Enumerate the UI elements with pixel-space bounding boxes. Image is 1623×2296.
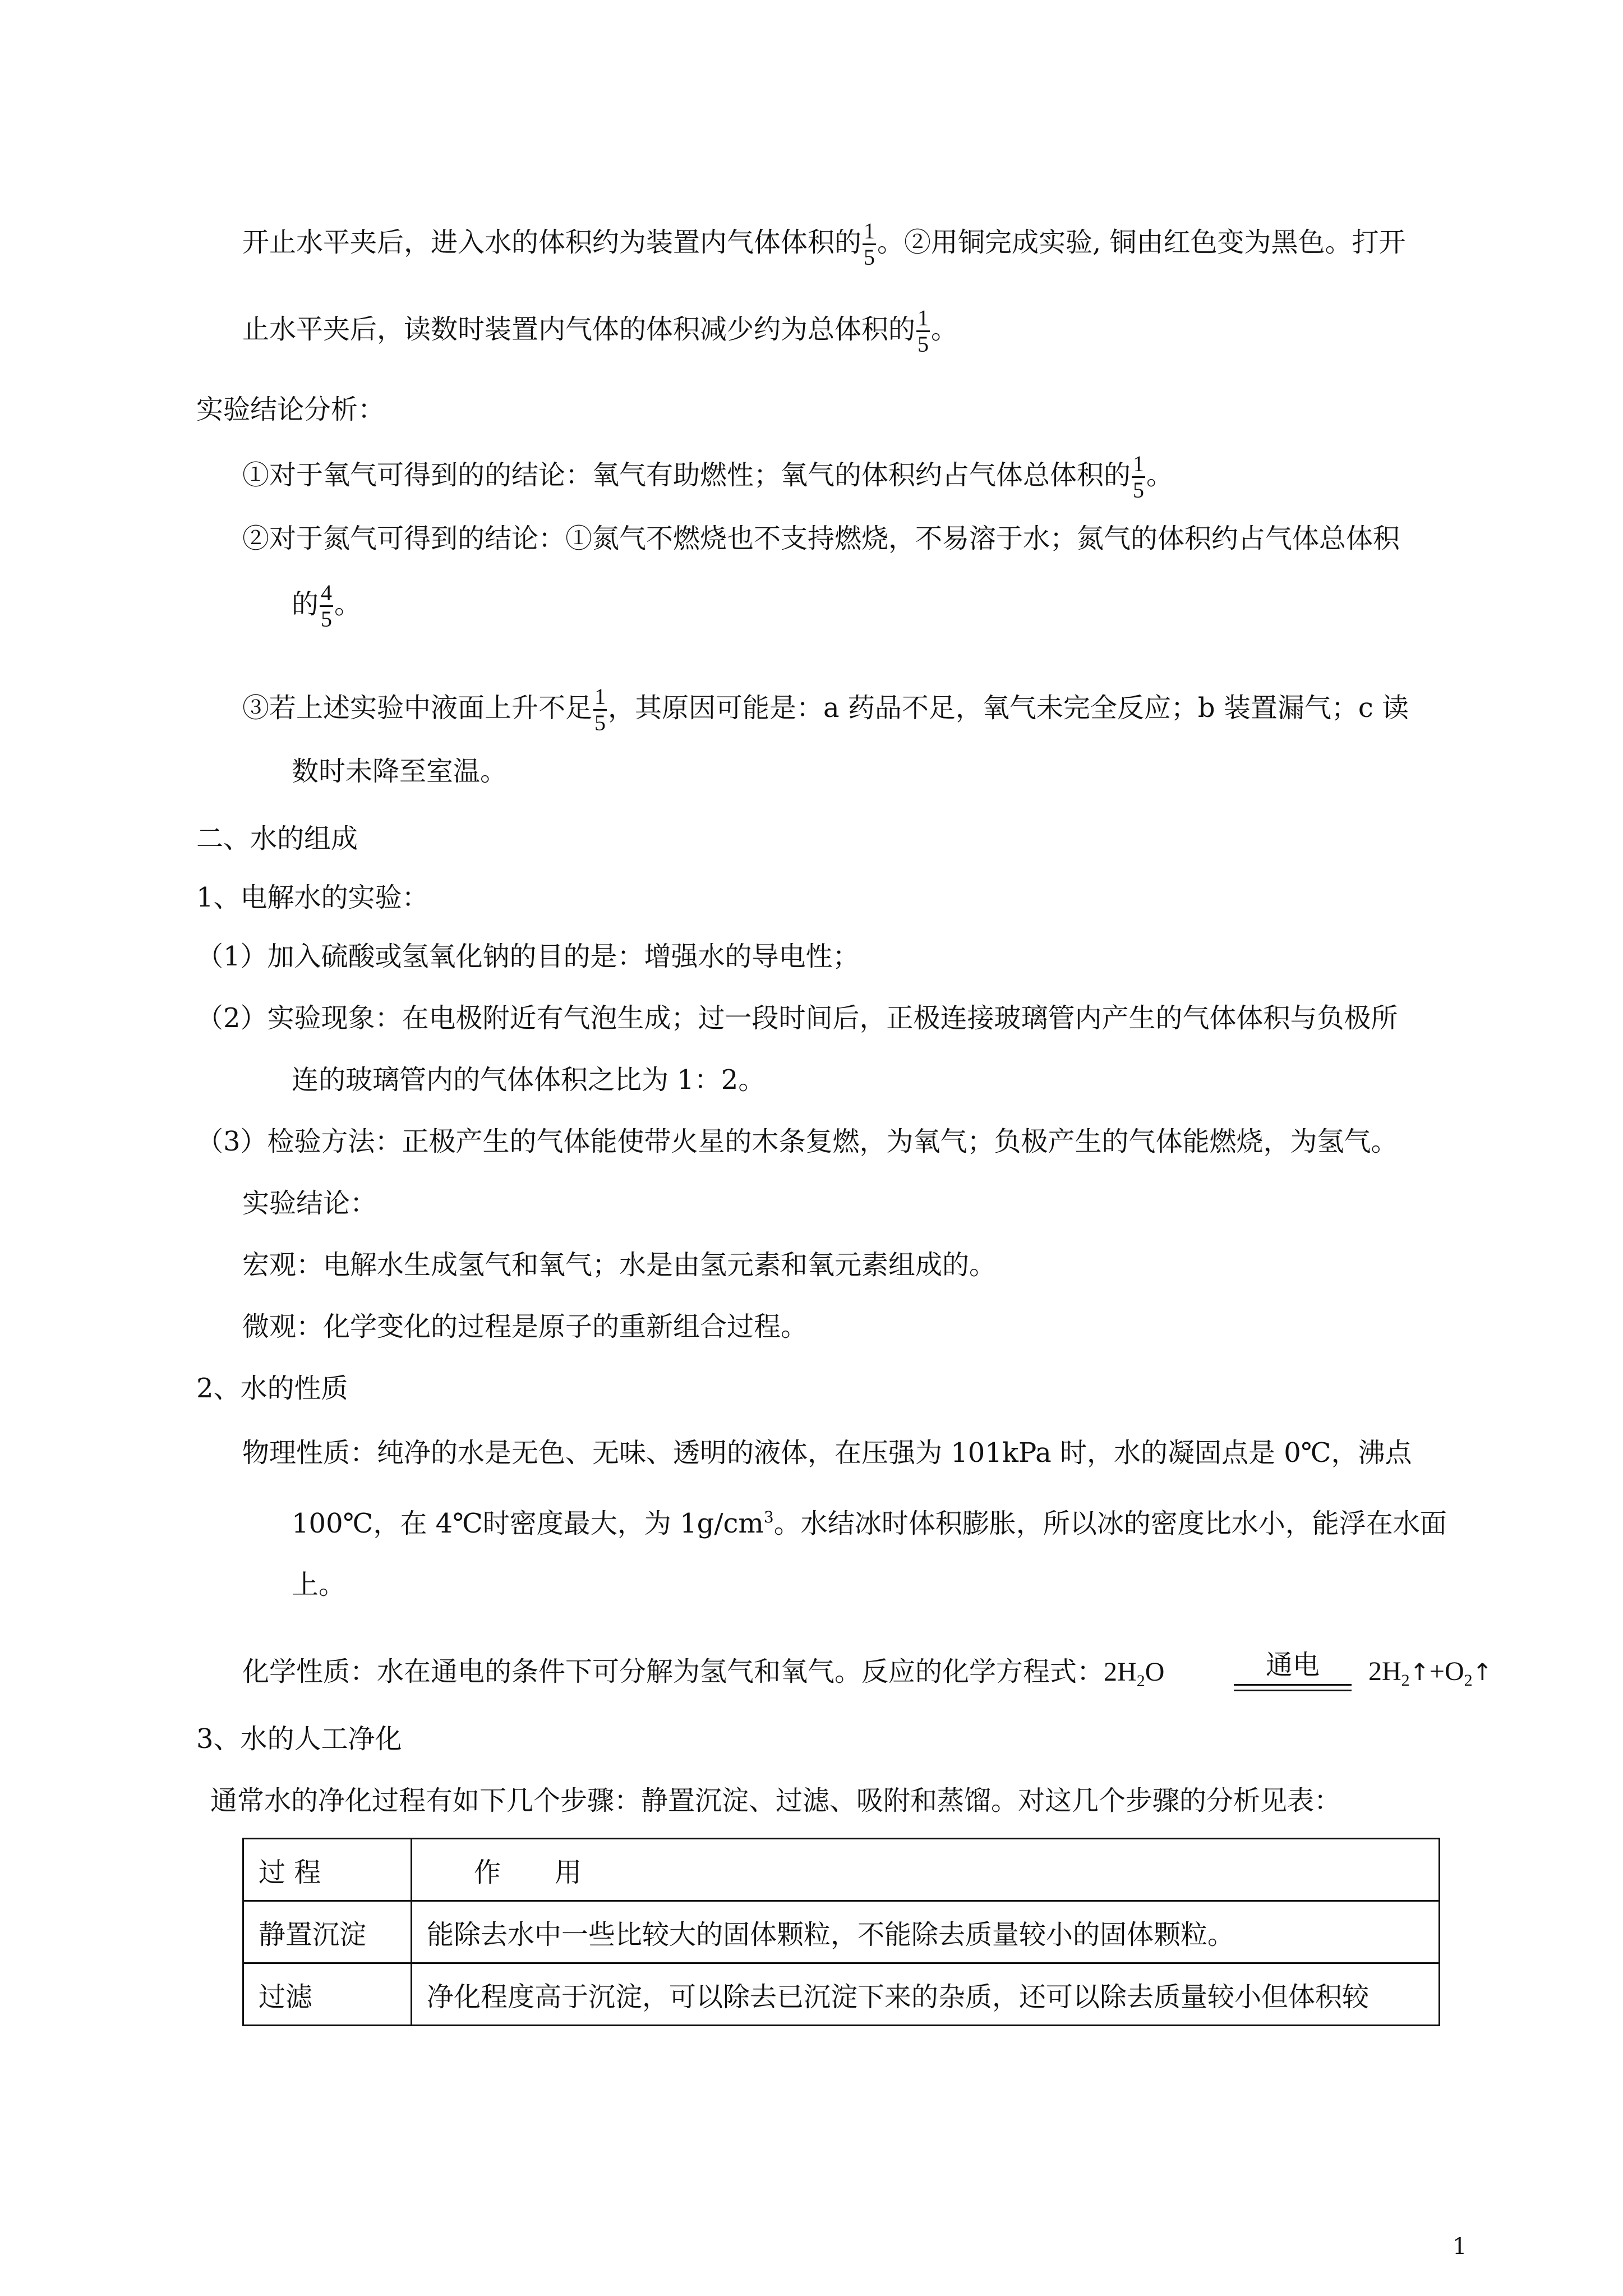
text-line: ②对于氮气可得到的结论：①氮气不燃烧也不支持燃烧，不易溶于水；氮气的体积约占气体总体积 xyxy=(242,523,1400,554)
text-span: 。②用铜完成实验, 铜由红色变为黑色。打开 xyxy=(877,227,1406,258)
text-line: （3）检验方法：正极产生的气体能使带火星的木条复燃，为氧气；负极产生的气体能燃烧，为氢气。 xyxy=(196,1126,1398,1157)
equation-term: O xyxy=(1145,1657,1165,1687)
equation-rhs xyxy=(1368,1655,1492,1688)
text-span: ①对于氧气可得到的的结论：氧气有助燃性；氧气的体积约占气体总体积的 xyxy=(242,459,1131,491)
gas-arrow-icon: ↑ xyxy=(1472,1658,1492,1686)
table-header-row xyxy=(243,1839,1440,1901)
text-line xyxy=(292,1501,1447,1539)
text-line: 宏观：电解水生成氢气和氧气；水是由氢元素和氧元素组成的。 xyxy=(242,1249,997,1281)
reaction-condition: 通电 xyxy=(1265,1649,1320,1681)
fraction-denominator: 5 xyxy=(1133,477,1145,503)
text-line: 上。 xyxy=(292,1569,346,1600)
fraction-numerator: 1 xyxy=(863,219,876,245)
text-line: 微观：化学变化的过程是原子的重新组合过程。 xyxy=(242,1311,808,1342)
table-cell: 过滤 xyxy=(243,1963,412,2026)
fraction xyxy=(916,306,930,357)
subscript: 2 xyxy=(1464,1671,1473,1690)
equation-term: +O xyxy=(1429,1657,1464,1686)
equation-rule xyxy=(1234,1684,1352,1686)
table-cell: 能除去水中一些比较大的固体颗粒，不能除去质量较小的固体颗粒。 xyxy=(412,1901,1440,1963)
text-span: 的 xyxy=(292,588,319,620)
text-span: 。 xyxy=(1146,459,1174,491)
equation-rule xyxy=(1234,1690,1352,1691)
fraction xyxy=(863,219,876,270)
fraction-numerator: 1 xyxy=(1132,452,1145,478)
text-span: 开止水平夹后，进入水的体积约为装置内气体体积的 xyxy=(242,227,862,258)
fraction-denominator: 5 xyxy=(321,606,333,632)
text-line: 通常水的净化过程有如下几个步骤：静置沉淀、过滤、吸附和蒸馏。对这几个步骤的分析见表： xyxy=(210,1785,1341,1816)
fraction-numerator: 4 xyxy=(320,581,333,607)
section-label: 实验结论分析： xyxy=(196,394,385,425)
fraction xyxy=(320,581,333,632)
purification-table xyxy=(242,1838,1440,2026)
text-span: 化学性质：水在通电的条件下可分解为氢气和氧气。反应的化学方程式： xyxy=(242,1656,1104,1687)
table-cell: 净化程度高于沉淀，可以除去已沉淀下来的杂质，还可以除去质量较小但体积较 xyxy=(412,1963,1440,2026)
subsection-heading: 3、水的人工净化 xyxy=(196,1723,402,1755)
equation-lhs xyxy=(1104,1657,1165,1690)
text-line xyxy=(242,305,958,357)
text-span: 。水结冰时体积膨胀，所以冰的密度比水小，能浮在水面 xyxy=(773,1508,1447,1539)
subscript: 2 xyxy=(1136,1672,1145,1690)
text-line: 数时未降至室温。 xyxy=(292,756,508,787)
subsection-heading: 1、电解水的实验： xyxy=(196,882,429,913)
text-line xyxy=(242,451,1174,503)
fraction-numerator: 1 xyxy=(916,306,930,332)
text-line xyxy=(242,218,1406,270)
equation-term: 2H xyxy=(1104,1657,1137,1687)
text-span: 100℃，在 4℃时密度最大，为 1g/cm xyxy=(292,1508,764,1539)
text-line xyxy=(242,684,1409,735)
table-row xyxy=(243,1963,1440,2026)
fraction-numerator: 1 xyxy=(593,684,607,711)
text-span: ，其原因可能是：a 药品不足，氧气未完全反应；b 装置漏气；c 读 xyxy=(608,692,1409,724)
fraction-denominator: 5 xyxy=(594,710,606,735)
fraction-denominator: 5 xyxy=(917,332,929,357)
text-line: 实验结论： xyxy=(242,1188,377,1219)
text-line: 连的玻璃管内的气体体积之比为 1：2。 xyxy=(292,1064,766,1096)
table-header-cell: 过 程 xyxy=(243,1839,412,1901)
table-cell: 静置沉淀 xyxy=(243,1901,412,1963)
section-heading: 二、水的组成 xyxy=(196,823,358,854)
table-row xyxy=(243,1901,1440,1963)
text-line: 物理性质：纯净的水是无色、无味、透明的液体，在压强为 101kPa 时，水的凝固点是 0℃，沸点 xyxy=(242,1437,1412,1469)
fraction xyxy=(1132,452,1145,503)
text-line xyxy=(292,580,362,632)
text-span: 。 xyxy=(931,314,958,345)
fraction xyxy=(593,684,607,735)
text-span: 。 xyxy=(334,588,362,620)
text-line: （1）加入硫酸或氢氧化钠的目的是：增强水的导电性； xyxy=(196,941,860,972)
text-line: （2）实验现象：在电极附近有气泡生成；过一段时间后，正极连接玻璃管内产生的气体体积与负极所 xyxy=(196,1002,1398,1034)
subscript: 2 xyxy=(1401,1671,1410,1690)
text-line xyxy=(242,1655,1164,1688)
fraction-denominator: 5 xyxy=(864,245,875,270)
gas-arrow-icon: ↑ xyxy=(1409,1658,1430,1686)
table-header-cell: 作 用 xyxy=(412,1839,1440,1901)
equation-term: 2H xyxy=(1368,1657,1401,1686)
text-span: 止水平夹后，读数时装置内气体的体积减少约为总体积的 xyxy=(242,314,916,345)
text-span: ③若上述实验中液面上升不足 xyxy=(242,692,593,724)
subsection-heading: 2、水的性质 xyxy=(196,1373,348,1404)
page-number: 1 xyxy=(1453,2234,1467,2260)
superscript: 3 xyxy=(763,1508,774,1526)
